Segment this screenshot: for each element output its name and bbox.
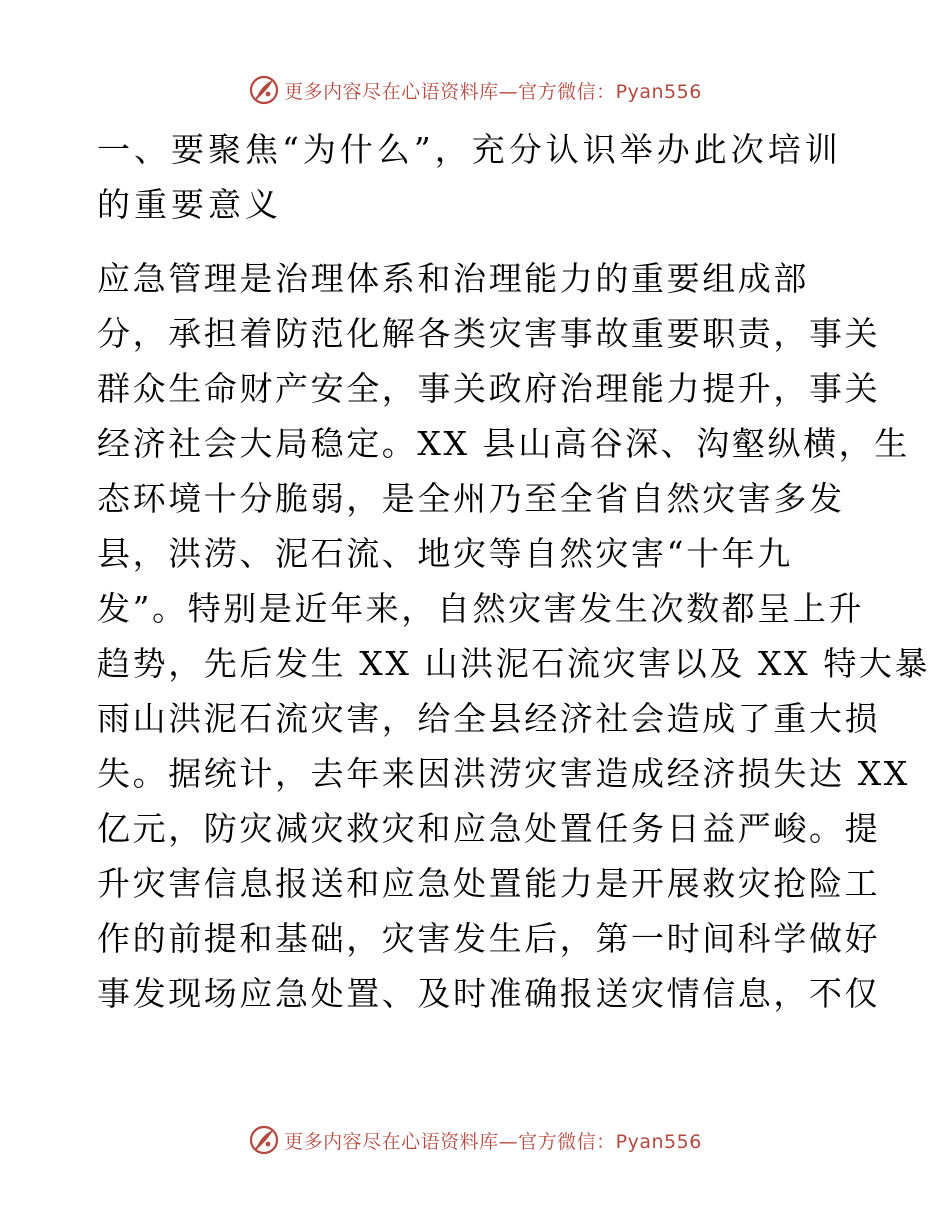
paragraph-line: 群众生命财产安全，事关政府治理能力提升，事关 [97,369,881,408]
section-heading [97,122,857,232]
header-banner [0,70,950,110]
quill-pen-logo-icon [248,74,280,106]
body-paragraph [97,251,931,1021]
paragraph-line: 失。据统计，去年来因洪涝灾害造成经济损失达 XX [97,754,910,793]
header-banner-text: 更多内容尽在心语资料库—官方微信：Pyan556 [284,80,702,103]
paragraph-line: 应急管理是治理体系和治理能力的重要组成部 [97,259,809,298]
footer-banner [0,1120,950,1160]
paragraph-line: 亿元，防灾减灾救灾和应急处置任务日益严峻。提 [97,809,881,848]
paragraph-line: 作的前提和基础，灾害发生后，第一时间科学做好 [97,919,881,958]
heading-line-1: 一、要聚焦“为什么”，充分认识举办此次培训 [97,130,842,169]
heading-line-2: 的重要意义 [97,185,282,224]
document-body [97,122,931,1021]
paragraph-line: 县，洪涝、泥石流、地灾等自然灾害“十年九 [97,534,793,573]
paragraph-line: 事发现场应急处置、及时准确报送灾情信息，不仅 [97,974,881,1013]
quill-pen-logo-icon [248,1124,280,1156]
footer-banner-text: 更多内容尽在心语资料库—官方微信：Pyan556 [284,1130,702,1153]
paragraph-line: 发”。特别是近年来，自然灾害发生次数都呈上升 [97,589,865,628]
paragraph-line: 经济社会大局稳定。XX 县山高谷深、沟壑纵横，生 [97,424,910,463]
paragraph-line: 趋势，先后发生 XX 山洪泥石流灾害以及 XX 特大暴 [97,644,931,683]
paragraph-line: 分，承担着防范化解各类灾害事故重要职责，事关 [97,314,881,353]
paragraph-line: 态环境十分脆弱，是全州乃至全省自然灾害多发 [97,479,845,518]
paragraph-line: 雨山洪泥石流灾害，给全县经济社会造成了重大损 [97,699,881,738]
paragraph-line: 升灾害信息报送和应急处置能力是开展救灾抢险工 [97,864,881,903]
